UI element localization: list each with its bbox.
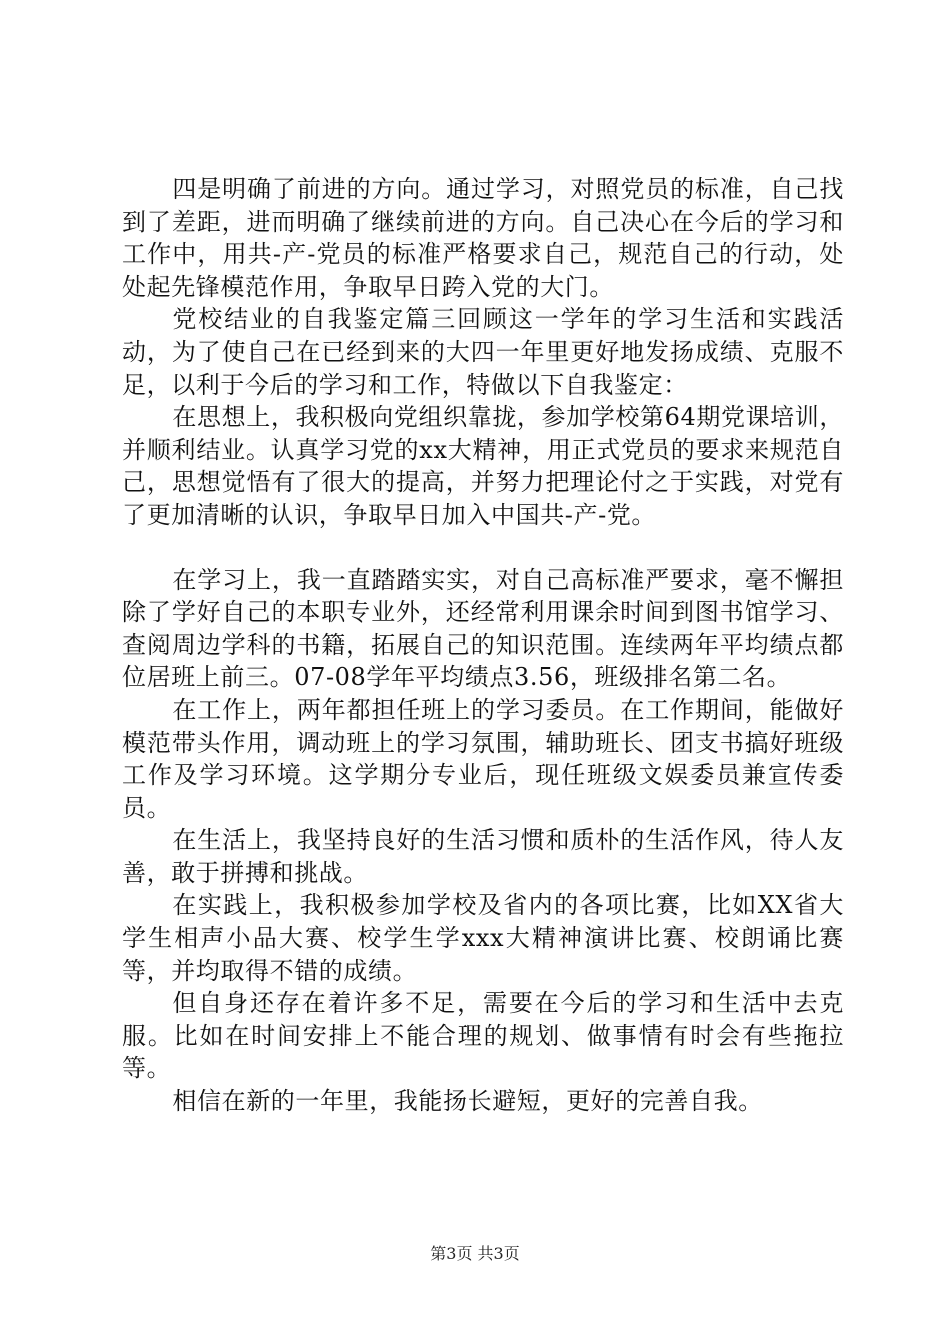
paragraph-life: 在生活上，我坚持良好的生活习惯和质朴的生活作风，待人友善，敢于拼搏和挑战。	[122, 826, 844, 887]
paragraph-practice: 在实践上，我积极参加学校及省内的各项比赛，比如XX省大学生相声小品大赛、校学生学xxx大精神演讲比赛、校朗诵比赛等，并均取得不错的成绩。	[122, 891, 844, 985]
paragraph-direction: 四是明确了前进的方向。通过学习，对照党员的标准，自己找到了差距，进而明确了继续前进的方向。自己决心在今后的学习和工作中，用共-产-党员的标准严格要求自己，规范自己的行动，处处起先锋模范作用，争取早日跨入党的大门。	[122, 175, 844, 301]
document-body	[122, 173, 844, 1118]
page-footer: 第3页 共3页	[430, 1244, 520, 1263]
paragraph-shortcomings: 但自身还存在着许多不足，需要在今后的学习和生活中去克服。比如在时间安排上不能合理的规划、做事情有时会有些拖拉等。	[122, 989, 844, 1083]
paragraph-review-intro: 党校结业的自我鉴定篇三回顾这一学年的学习生活和实践活动，为了使自己在已经到来的大四一年里更好地发扬成绩、克服不足，以利于今后的学习和工作，特做以下自我鉴定：	[122, 305, 844, 399]
paragraph-ideology: 在思想上，我积极向党组织靠拢，参加学校第64期党课培训，并顺利结业。认真学习党的xx大精神，用正式党员的要求来规范自己，思想觉悟有了很大的提高，并努力把理论付之于实践，对党有了更加清晰的认识，争取早日加入中国共-产-党。	[122, 403, 844, 529]
paragraph-work: 在工作上，两年都担任班上的学习委员。在工作期间，能做好模范带头作用，调动班上的学习氛围，辅助班长、团支书搞好班级工作及学习环境。这学期分专业后，现任班级文娱委员兼宣传委员。	[122, 695, 844, 822]
paragraph-closing: 相信在新的一年里，我能扬长避短，更好的完善自我。	[172, 1087, 763, 1116]
paragraph-study: 在学习上，我一直踏踏实实，对自己高标准严要求，毫不懈担除了学好自己的本职专业外，还经常利用课余时间到图书馆学习、查阅周边学科的书籍，拓展自己的知识范围。连续两年平均绩点都位居班上前三。07-08学年平均绩点3.56，班级排名第二名。	[122, 565, 844, 692]
